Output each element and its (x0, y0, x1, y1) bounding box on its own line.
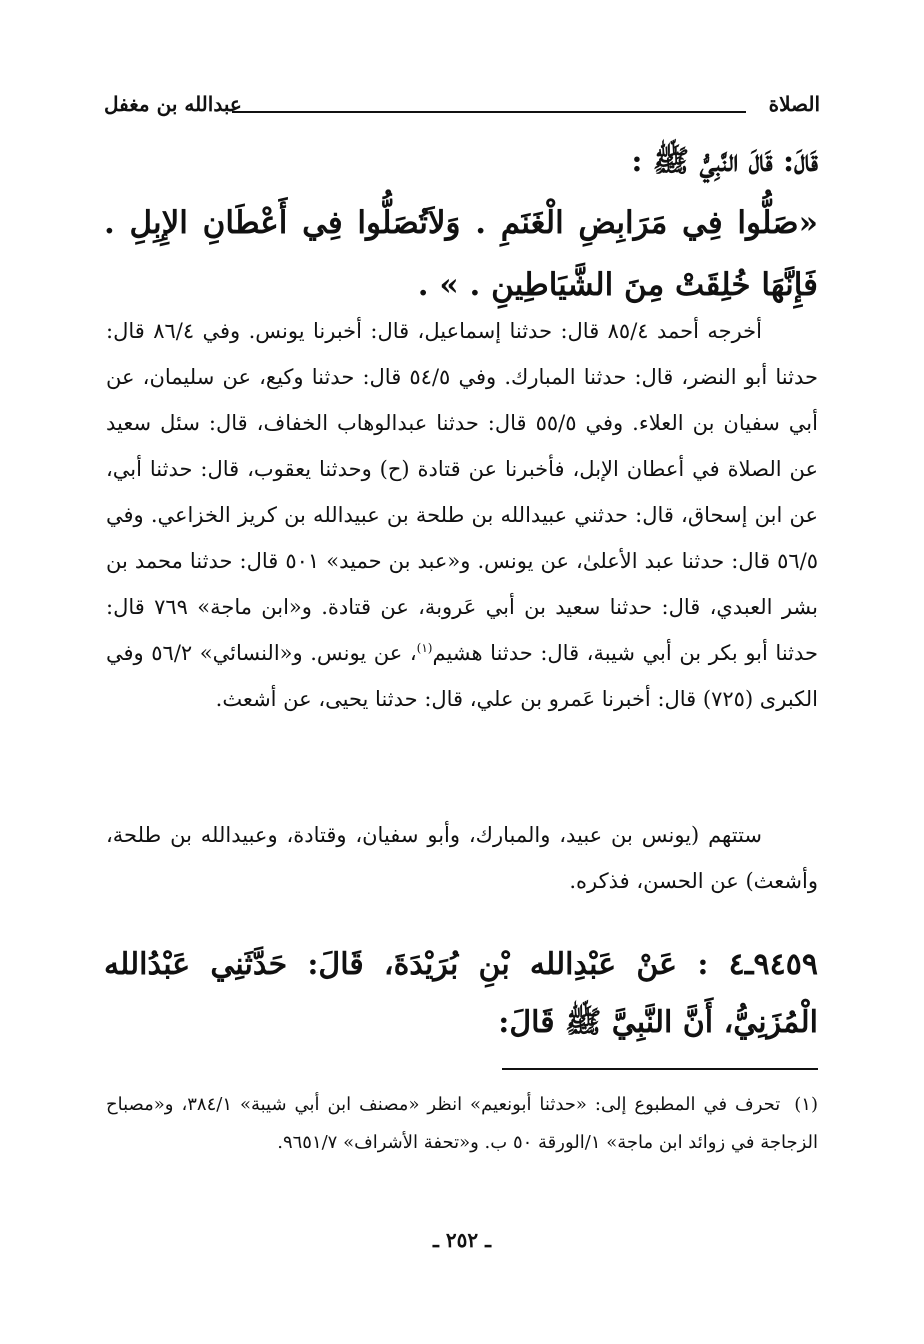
header-rule (232, 111, 746, 113)
hadith-number: ٩٤٥٩ـ٤ : (697, 947, 818, 982)
subject-title: عبدالله بن مغفل (104, 92, 242, 116)
next-hadith (104, 936, 818, 1052)
footnote-rule (502, 1068, 818, 1070)
footnote-number: (١) (794, 1094, 818, 1115)
footnote (106, 1086, 818, 1162)
page-number: ـ ٢٥٢ ـ (433, 1228, 491, 1252)
hadith-intro: قَالَ: قَالَ النَّبِيُّ ﷺ : (631, 144, 818, 179)
next-hadith-text: عَنْ عَبْدِالله بْنِ بُرَيْدَةَ، قَالَ: حَدَّثَنِي عَبْدُالله الْمُزَنِيُّ، أَنَّ النَّبِيَّ ﷺ قَالَ: (104, 947, 818, 1040)
hadith-text: «صَلُّوا فِي مَرَابِضِ الْغَنَمِ . وَلاَتُصَلُّوا فِي أَعْطَانِ الإِبِلِ . فَإِنَّهَا خُلِقَتْ مِنَ الشَّيَاطِينِ . » . (104, 205, 818, 303)
summary-paragraph: ستتهم (يونس بن عبيد، والمبارك، وأبو سفيان، وقتادة، وعبيدالله بن طلحة، وأشعث) عن الحسن، فذكره. (106, 823, 818, 893)
footnote-marker: (١) (416, 641, 433, 655)
footnote-text: تحرف في المطبوع إلى: «حدثنا أبونعيم» انظر «مصنف ابن أبي شيبة» ٣٨٤/١، و«مصباح الزجاجة في زوائد ابن ماجة» ١/الورقة ٥٠ ب. و«تحفة الأشراف» ٩٦٥١/٧. (106, 1094, 818, 1153)
takhrij-paragraph (106, 308, 818, 722)
takhrij-text-continued: ، عن يونس. و«النسائي» ٥٦/٢ وفي الكبرى (٧٢٥) قال: أخبرنا عَمرو بن علي، قال: حدثنا يحيى، عن أشعث. (106, 641, 818, 711)
takhrij-text: أخرجه أحمد ٨٥/٤ قال: حدثنا إسماعيل، قال: أخبرنا يونس. وفي ٨٦/٤ قال: حدثنا أبو النضر، قال: حدثنا المبارك. وفي ٥٤/٥ قال: حدثنا وكيع، عن سليمان، عن أبي سفيان بن العلاء. وفي ٥٥/٥ قال: حدثنا عبدالوهاب الخفاف، قال: سئل سعيد عن الصلاة في أعطان الإبل، فأخبرنا عن قتادة (ح) وحدثنا يعقوب، قال: حدثنا أبي، عن ابن إسحاق، قال: حدثني عبيدالله بن طلحة بن عبيدالله بن كريز الخزاعي. وفي ٥٦/٥ قال: حدثنا عبد الأعلىٰ، عن يونس. و«عبد بن حميد» ٥٠١ قال: حدثنا محمد بن بشر العبدي، قال: حدثنا سعيد بن أبي عَروبة، عن قتادة. و«ابن ماجة» ٧٦٩ قال: حدثنا أبو بكر بن أبي شيبة، قال: حدثنا هشيم (106, 319, 819, 665)
running-header (104, 92, 820, 124)
chapter-title: الصلاة (768, 92, 820, 116)
